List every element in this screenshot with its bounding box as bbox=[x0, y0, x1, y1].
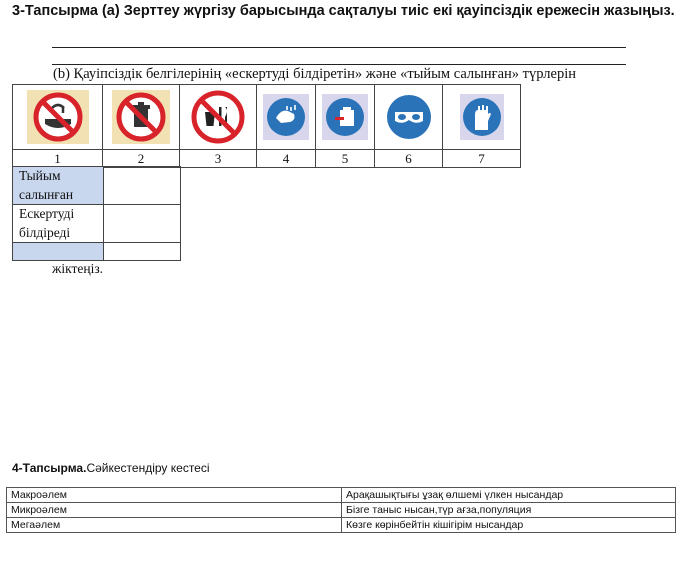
classification-table bbox=[12, 166, 181, 261]
sign-cell-4 bbox=[257, 85, 316, 150]
extra-label bbox=[13, 243, 104, 261]
table-row bbox=[7, 518, 676, 533]
matching-left-cell: Микроәлем bbox=[7, 503, 342, 518]
sign-cell-1 bbox=[13, 85, 103, 150]
sign-cell-5 bbox=[316, 85, 375, 150]
sign-number: 3 bbox=[180, 150, 257, 168]
sign-number: 1 bbox=[13, 150, 103, 168]
use-container-icon bbox=[320, 88, 370, 146]
answer-line-1 bbox=[52, 47, 626, 48]
warning-answer-cell[interactable] bbox=[104, 205, 181, 243]
task3-part-b-end: жіктеңіз. bbox=[52, 261, 104, 276]
wear-gloves-icon bbox=[457, 88, 507, 146]
table-row bbox=[7, 488, 676, 503]
sign-number: 6 bbox=[375, 150, 443, 168]
sign-number: 7 bbox=[443, 150, 521, 168]
no-waste-bin-icon bbox=[108, 88, 174, 146]
matching-left-cell: Макроәлем bbox=[7, 488, 342, 503]
matching-right-cell: Арақашықтығы ұзақ өлшемі үлкен нысандар bbox=[342, 488, 676, 503]
sign-cell-3 bbox=[180, 85, 257, 150]
sign-number: 4 bbox=[257, 150, 316, 168]
sign-number: 2 bbox=[103, 150, 180, 168]
matching-right-cell: Бізге таныс нысан,түр ағза,популяция bbox=[342, 503, 676, 518]
task4-title-bold: 4-Тапсырма. bbox=[12, 461, 87, 475]
warning-label-line2: білдіреді bbox=[19, 224, 71, 240]
no-eating-drinking-icon bbox=[186, 88, 250, 146]
task3-title: 3-Тапсырма (а) Зерттеу жүргізу барысында сақталуы тиіс екі қауіпсіздік ережесін жазыңыз. bbox=[12, 3, 675, 19]
prohibition-label-line1: Тыйым bbox=[19, 168, 61, 183]
prohibition-label-line2: салынған bbox=[19, 186, 74, 202]
no-washing-icon bbox=[19, 88, 97, 146]
prohibition-label bbox=[13, 167, 104, 205]
table-row bbox=[7, 503, 676, 518]
warning-label bbox=[13, 205, 104, 243]
warning-label-line1: Ескертуді bbox=[19, 206, 75, 221]
prohibition-answer-cell[interactable] bbox=[104, 167, 181, 205]
safety-signs-table bbox=[12, 84, 521, 168]
task3-part-b: (b) Қауіпсіздік белгілерінің «ескертуді білдіретін» және «тыйым салынған» түрлерін bbox=[53, 66, 577, 82]
matching-left-cell: Мегаәлем bbox=[7, 518, 342, 533]
answer-line-2 bbox=[52, 64, 626, 65]
task4-title-rest: Сәйкестендіру кестесі bbox=[86, 461, 210, 475]
sign-cell-2 bbox=[103, 85, 180, 150]
extra-answer-cell[interactable] bbox=[104, 243, 181, 261]
matching-table bbox=[6, 487, 676, 533]
sign-cell-7 bbox=[443, 85, 521, 150]
task4-title bbox=[12, 461, 210, 475]
wear-goggles-icon bbox=[383, 88, 435, 146]
sign-cell-6 bbox=[375, 85, 443, 150]
sign-number: 5 bbox=[316, 150, 375, 168]
wash-hands-icon bbox=[261, 88, 311, 146]
matching-right-cell: Көзге көрінбейтін кішігірім нысандар bbox=[342, 518, 676, 533]
